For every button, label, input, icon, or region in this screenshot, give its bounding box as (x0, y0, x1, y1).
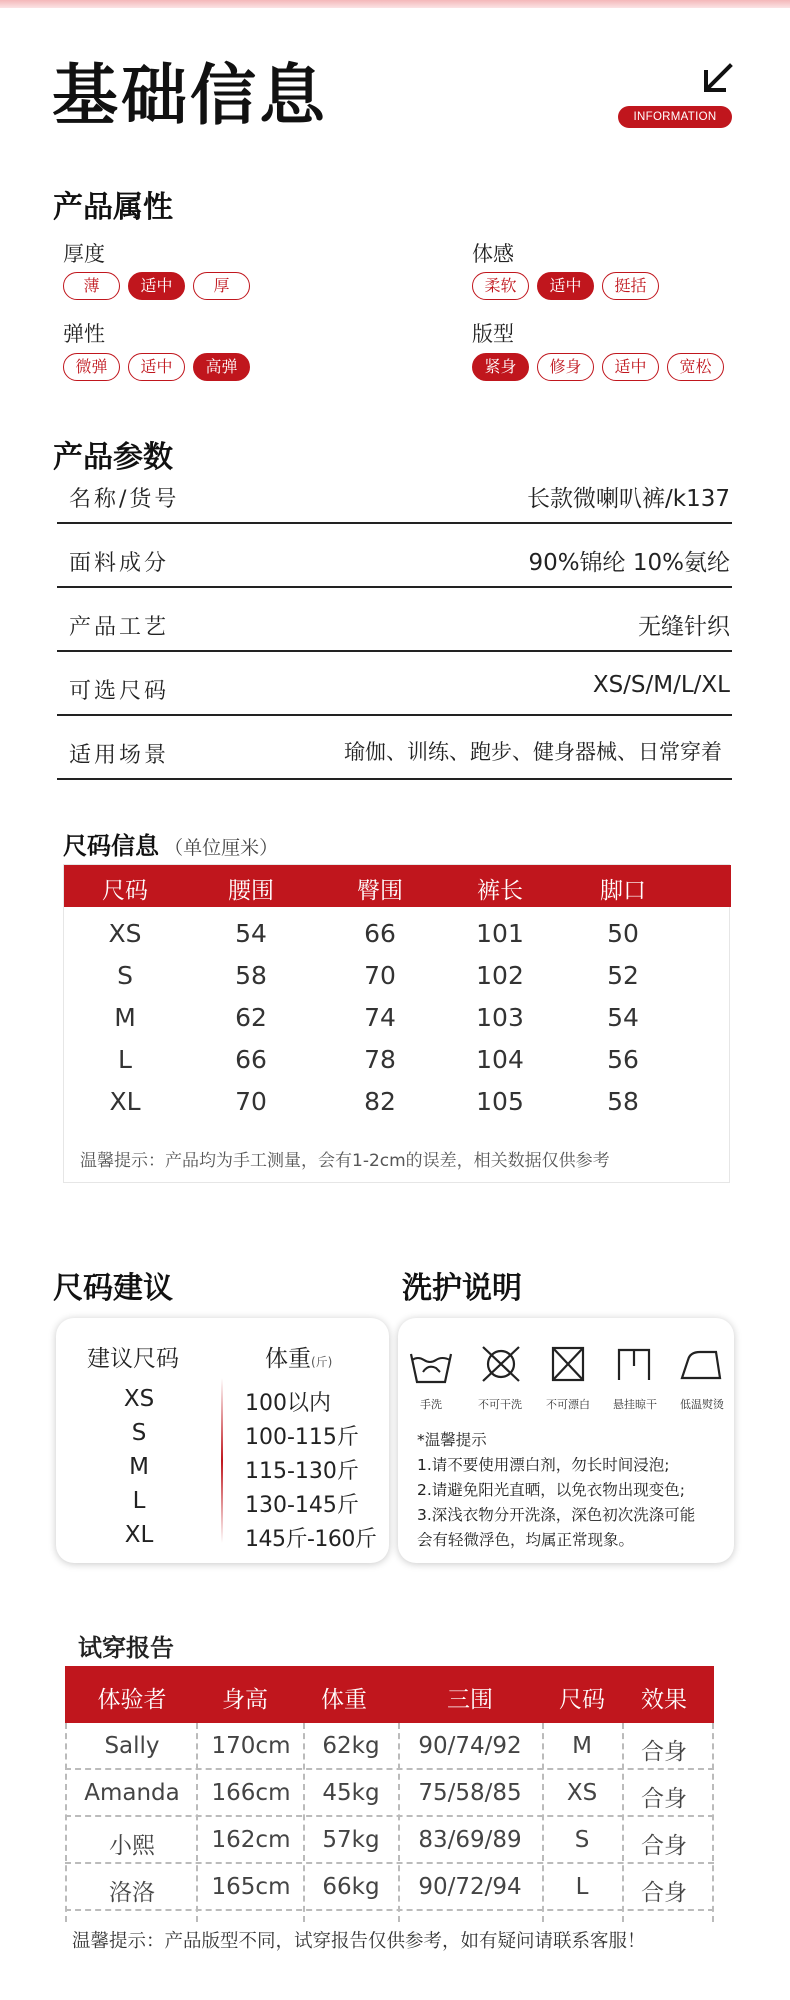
care-tips (417, 1428, 729, 1553)
table-row (65, 1770, 714, 1817)
param-value: 无缝针织 (638, 614, 730, 640)
no-bleach-icon (545, 1344, 591, 1384)
advice-size: XL (124, 1522, 154, 1548)
advice-weight: 145斤-160斤 (245, 1527, 377, 1552)
advice-col-weight-wrap (265, 1340, 332, 1373)
size-col-header: 尺码 (102, 878, 148, 904)
table-cell: 合身 (641, 1786, 687, 1812)
care-tip-line: *温馨提示 (417, 1431, 487, 1449)
table-divider (196, 1723, 198, 1922)
attr-tags-fit (472, 353, 724, 381)
advice-weight: 115-130斤 (245, 1459, 359, 1484)
care-tip-line: 会有轻微浮色，均属正常现象。 (417, 1531, 635, 1549)
param-value: 长款微喇叭裤/k137 (527, 486, 730, 512)
size-col-header: 腰围 (228, 878, 274, 904)
size-info-title: 尺码信息 (63, 832, 159, 860)
top-gradient-bar (0, 0, 790, 8)
table-cell: 洛洛 (109, 1880, 155, 1906)
advice-col-weight: 体重 (265, 1346, 311, 1372)
attr-label-thickness: 厚度 (63, 242, 105, 266)
tag-slim: 修身 (537, 353, 594, 381)
table-cell: 162cm (211, 1827, 291, 1853)
param-value: 瑜伽、训练、跑步、健身器械、日常穿着 (344, 740, 722, 764)
table-cell: 合身 (641, 1880, 687, 1906)
care-label-hang-dry: 悬挂晾干 (613, 1398, 657, 1411)
tag-stiff: 挺括 (602, 272, 659, 300)
attr-label-elasticity: 弹性 (63, 322, 105, 346)
try-report-title: 试穿报告 (78, 1634, 174, 1662)
table-cell: 82 (364, 1087, 396, 1116)
hand-wash-icon (408, 1346, 454, 1386)
try-col-header: 身高 (222, 1687, 268, 1713)
size-col-header: 脚口 (600, 878, 646, 904)
table-cell: 66 (235, 1045, 267, 1074)
table-cell: 66kg (322, 1874, 380, 1900)
care-label-no-dry-clean: 不可干洗 (478, 1398, 522, 1411)
red-divider (221, 1378, 223, 1543)
table-divider (303, 1723, 305, 1922)
table-cell: 101 (476, 919, 524, 948)
size-table-header (64, 865, 731, 907)
table-row (65, 1864, 714, 1911)
params-title: 产品参数 (53, 440, 173, 475)
tag-thin: 薄 (63, 272, 120, 300)
size-col-header: 裤长 (477, 878, 523, 904)
arrow-down-left-icon (700, 62, 736, 98)
tag-tight-selected: 紧身 (472, 353, 529, 381)
table-cell: 75/58/85 (418, 1780, 522, 1806)
try-col-header: 尺码 (559, 1687, 605, 1713)
try-col-header: 体重 (321, 1687, 367, 1713)
table-cell: 103 (476, 1003, 524, 1032)
table-cell: 70 (235, 1087, 267, 1116)
table-cell: 83/69/89 (418, 1827, 522, 1853)
param-value: XS/S/M/L/XL (592, 672, 730, 698)
table-cell: 104 (476, 1045, 524, 1074)
page-title: 基础信息 (52, 57, 328, 134)
param-row-name (57, 460, 732, 524)
table-cell: 小熙 (109, 1833, 155, 1859)
table-cell: 52 (607, 961, 639, 990)
table-cell: 合身 (641, 1833, 687, 1859)
advice-size: XS (123, 1386, 155, 1412)
table-divider (712, 1723, 714, 1922)
size-info-heading (63, 826, 278, 861)
table-divider (542, 1723, 544, 1922)
tag-soft: 柔软 (472, 272, 529, 300)
table-cell: 74 (364, 1003, 396, 1032)
table-cell: 90/72/94 (418, 1874, 522, 1900)
try-col-header: 体验者 (97, 1687, 167, 1713)
try-col-header: 三围 (447, 1687, 493, 1713)
advice-weight: 100以内 (245, 1391, 331, 1416)
table-cell: 70 (364, 961, 396, 990)
tag-loose: 宽松 (667, 353, 724, 381)
attr-tags-elasticity (63, 353, 250, 381)
attr-label-feel: 体感 (472, 242, 514, 266)
param-row-craft (57, 588, 732, 652)
tag-thick: 厚 (193, 272, 250, 300)
attr-label-fit: 版型 (472, 322, 514, 346)
table-cell: 58 (235, 961, 267, 990)
try-report-table (65, 1666, 714, 1922)
table-row (65, 1723, 714, 1770)
advice-col-size: 建议尺码 (87, 1346, 179, 1372)
table-cell: 90/74/92 (418, 1733, 522, 1759)
table-cell: 62 (235, 1003, 267, 1032)
table-divider (398, 1723, 400, 1922)
table-cell: 合身 (641, 1739, 687, 1765)
table-cell: 56 (607, 1045, 639, 1074)
table-cell: 54 (607, 1003, 639, 1032)
param-row-sizes (57, 652, 732, 716)
advice-size: L (132, 1488, 146, 1514)
table-cell: 165cm (211, 1874, 291, 1900)
advice-size: M (129, 1454, 149, 1480)
care-title: 洗护说明 (402, 1271, 522, 1306)
table-cell: M (572, 1733, 592, 1759)
param-key: 名称/货号 (69, 487, 180, 512)
information-badge: INFORMATION (618, 106, 732, 128)
param-key: 面料成分 (69, 551, 170, 576)
attr-tags-thickness (63, 272, 250, 300)
table-divider (65, 1723, 67, 1922)
attr-tags-feel (472, 272, 659, 300)
table-cell: XS (108, 919, 142, 948)
advice-weight: 100-115斤 (245, 1425, 359, 1450)
advice-col-weight-unit: (斤) (311, 1355, 333, 1369)
tag-medium-selected: 适中 (537, 272, 594, 300)
table-row (65, 1817, 714, 1864)
size-info-unit: （单位厘米） (164, 837, 279, 859)
table-cell: 54 (235, 919, 267, 948)
table-cell: L (575, 1874, 589, 1900)
try-table-header (65, 1666, 714, 1723)
care-tip-line: 2.请避免阳光直晒，以免衣物出现变色; (417, 1481, 686, 1499)
advice-weight: 130-145斤 (245, 1493, 359, 1518)
tag-slight-stretch: 微弹 (63, 353, 120, 381)
param-row-scenes (57, 716, 732, 780)
try-report-note: 温馨提示：产品版型不同，试穿报告仅供参考，如有疑问请联系客服！ (72, 1931, 646, 1952)
table-cell: L (118, 1045, 132, 1074)
table-cell: Sally (104, 1733, 160, 1759)
table-cell: 50 (607, 919, 639, 948)
table-cell: S (574, 1827, 590, 1853)
no-dry-clean-icon (478, 1344, 524, 1384)
size-advice-title: 尺码建议 (53, 1271, 173, 1306)
size-note: 温馨提示：产品均为手工测量，会有1-2cm的误差，相关数据仅供参考 (80, 1151, 610, 1171)
table-cell: 102 (476, 961, 524, 990)
table-cell: 57kg (322, 1827, 380, 1853)
tag-medium-selected: 适中 (128, 272, 185, 300)
care-label-hand-wash: 手洗 (420, 1398, 442, 1411)
size-col-header: 臀围 (357, 878, 403, 904)
table-cell: S (117, 961, 133, 990)
param-row-fabric (57, 524, 732, 588)
table-cell: M (114, 1003, 136, 1032)
care-label-low-iron: 低温熨烫 (680, 1398, 724, 1411)
param-key: 产品工艺 (69, 615, 170, 640)
param-value: 90%锦纶 10%氨纶 (528, 550, 730, 576)
table-cell: 105 (476, 1087, 524, 1116)
param-key: 适用场景 (69, 743, 170, 768)
try-col-header: 效果 (641, 1687, 687, 1713)
tag-medium: 适中 (128, 353, 185, 381)
table-cell: 170cm (211, 1733, 291, 1759)
low-iron-icon (678, 1344, 724, 1384)
hang-dry-icon (611, 1344, 657, 1384)
table-cell: XS (566, 1780, 598, 1806)
size-table (63, 864, 730, 1183)
table-cell: 166cm (211, 1780, 291, 1806)
advice-size: S (131, 1420, 147, 1446)
param-key: 可选尺码 (69, 679, 170, 704)
table-cell: 58 (607, 1087, 639, 1116)
tag-high-stretch-selected: 高弹 (193, 353, 250, 381)
table-divider (622, 1723, 624, 1922)
care-tip-line: 1.请不要使用漂白剂，勿长时间浸泡; (417, 1456, 670, 1474)
table-cell: 78 (364, 1045, 396, 1074)
table-cell: 66 (364, 919, 396, 948)
attributes-title: 产品属性 (53, 190, 173, 225)
table-cell: 62kg (322, 1733, 380, 1759)
care-label-no-bleach: 不可漂白 (546, 1398, 590, 1411)
table-cell: 45kg (322, 1780, 380, 1806)
care-tip-line: 3.深浅衣物分开洗涤，深色初次洗涤可能 (417, 1506, 696, 1524)
tag-medium: 适中 (602, 353, 659, 381)
table-cell: Amanda (84, 1780, 180, 1806)
table-cell: XL (109, 1087, 141, 1116)
